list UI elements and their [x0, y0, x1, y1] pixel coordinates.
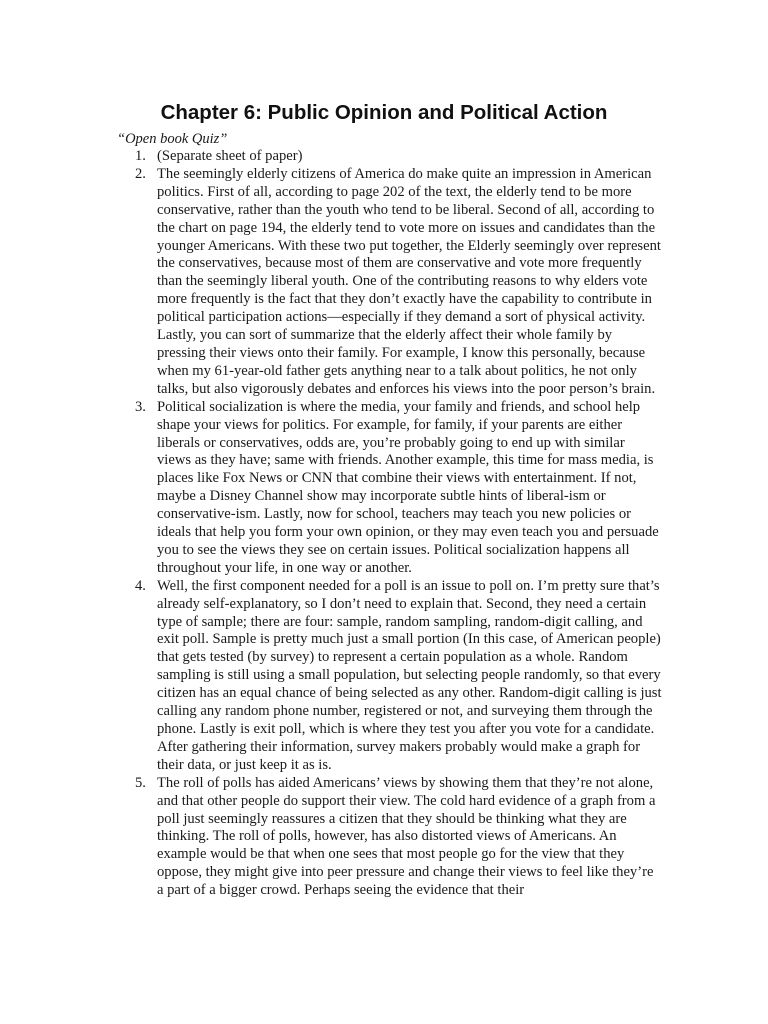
item-text: Well, the first component needed for a poll is an issue to poll on. I’m pretty sure that’s already self-explanatory, so I don’t need to explain that. Second, they need a certain type of sample; there are four: sample, random sampling, random-digit calling, and exit poll. Sample is pretty much just a small portion (In this case, of American people) that gets tested (by survey) to represent a certain population as a whole. Random sampling is still using a small population, but selecting people randomly, so that every citizen has an equal chance of being selected as any other. Random-digit calling is just calling any random phone number, registered or not, and surveying them through the phone. Lastly is exit poll, which is where they test you after you vote for a candidate. After gathering their information, survey makers probably would make a graph for their data, or just keep it as is.: [157, 577, 662, 773]
item-text: (Separate sheet of paper): [157, 148, 303, 164]
item-number: 4.: [135, 577, 146, 594]
item-number: 3.: [135, 398, 146, 415]
question-list: [117, 148, 662, 900]
page-subtitle: “Open book Quiz”: [117, 131, 228, 147]
item-number: 1.: [135, 148, 146, 164]
item-number: 5.: [135, 774, 146, 791]
item-number: 2.: [135, 165, 146, 182]
list-item: [117, 166, 662, 399]
list-item: [117, 148, 662, 166]
item-text: Political socialization is where the media, your family and friends, and school help shape your views for politics. For example, for family, if your parents are either liberals or conservatives, odds are, you’re probably going to end up with similar views as they have; same with friends. Another example, this time for mass media, is places like Fox News or CNN that combine their views with entertainment. If not, maybe a Disney Channel show may incorporate subtle hints of liberal-ism or conservative-ism. Lastly, now for school, teachers may teach you new policies or ideals that help you form your own opinion, or they may even teach you and persuade you to see the views they see on certain issues. Political socialization happens all throughout your life, in one way or another.: [157, 398, 659, 576]
list-item: [117, 775, 662, 900]
list-item: [117, 399, 662, 578]
list-item: [117, 578, 662, 775]
item-text: The roll of polls has aided Americans’ views by showing them that they’re not alone, and that other people do support their view. The cold hard evidence of a graph from a poll just seemingly reassures a citizen that they should be thinking what they are thinking. The roll of polls, however, has also distorted views of Americans. An example would be that when one sees that most people go for the view that they oppose, they might give into peer pressure and change their views to feel like they’re a part of a bigger crowd. Perhaps seeing the evidence that their: [157, 774, 656, 899]
page-title: Chapter 6: Public Opinion and Political Action: [160, 101, 608, 124]
item-text: The seemingly elderly citizens of America do make quite an impression in American politics. First of all, according to page 202 of the text, the elderly tend to be more conservative, rather than the youth who tend to be liberal. Second of all, according to the chart on page 194, the elderly tend to vote more on issues and candidates than the younger Americans. With these two put together, the Elderly seemingly over represent the conservatives, because most of them are conservative and vote more frequently than the seemingly liberal youth. One of the contributing reasons to why elders vote more frequently is the fact that they don’t exactly have the capability to contribute in political participation actions—especially if they demand a sort of physical activity. Lastly, you can sort of summarize that the elderly affect their whole family by pressing their views onto their family. For example, I know this personally, because when my 61-year-old father gets anything near to a talk about politics, he not only talks, but also vigorously debates and enforces his views into the poor person’s brain.: [157, 165, 661, 397]
